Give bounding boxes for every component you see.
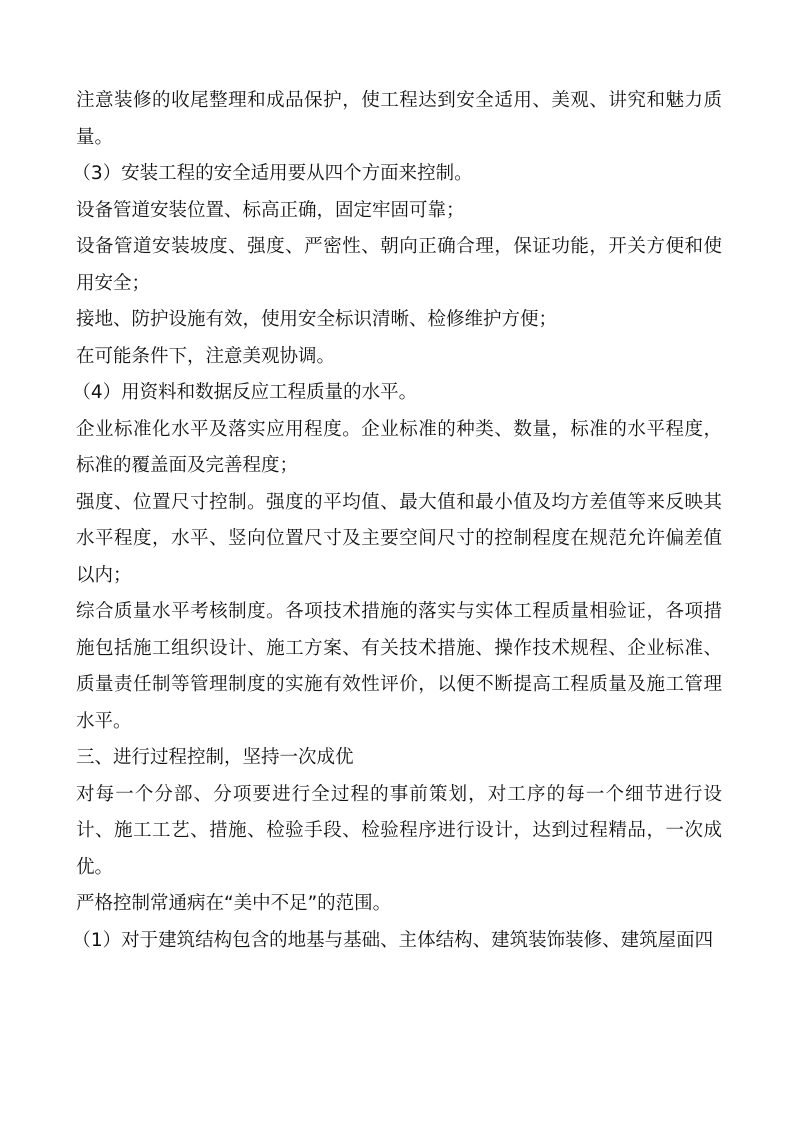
paragraph-pipe-position: 设备管道安装位置、标高正确，固定牢固可靠； [76, 199, 465, 221]
paragraph-standardization: 企业标准化水平及落实应用程度。企业标准的种类、数量，标准的水平程度，标准的覆盖面及完善程度； [76, 418, 722, 476]
section-heading-process-control: 三、进行过程控制，坚持一次成优 [76, 747, 354, 768]
paragraph-item-1-structure: （1）对于建筑结构包含的地基与基础、主体结构、建筑装饰装修、建筑屋面四 [72, 929, 714, 951]
paragraph-grounding: 接地、防护设施有效，使用安全标识清晰、检修维护方便； [76, 309, 558, 330]
paragraph-item-4-heading: （4）用资料和数据反应工程质量的水平。 [72, 382, 418, 403]
paragraph-aesthetics: 在可能条件下，注意美观协调。 [76, 345, 336, 367]
paragraph-common-defects: 严格控制常通病在“美中不足”的范围。 [76, 893, 392, 914]
document-body [72, 83, 722, 959]
paragraph-finishing-protection: 注意装修的收尾整理和成品保护，使工程达到安全适用、美观、讲究和魅力质量。 [76, 90, 722, 148]
paragraph-quality-assessment: 综合质量水平考核制度。各项技术措施的落实与实体工程质量相验证，各项措施包括施工组织设计、施工方案、有关技术措施、操作技术规程、企业标准、质量责任制等管理制度的实施有效性评价，以便不断提高工程质量及施工管理水平。 [76, 601, 722, 732]
paragraph-strength-control: 强度、位置尺寸控制。强度的平均值、最大值和最小值及均方差值等来反映其水平程度，水平、竖向位置尺寸及主要空间尺寸的控制程度在规范允许偏差值以内； [76, 491, 722, 586]
paragraph-item-3-heading: （3）安装工程的安全适用要从四个方面来控制。 [72, 163, 473, 184]
paragraph-pipe-slope: 设备管道安装坡度、强度、严密性、朝向正确合理，保证功能，开关方便和使用安全； [76, 236, 722, 294]
paragraph-planning: 对每一个分部、分项要进行全过程的事前策划，对工序的每一个细节进行设计、施工工艺、措施、检验手段、检验程序进行设计，达到过程精品，一次成优。 [76, 783, 722, 878]
